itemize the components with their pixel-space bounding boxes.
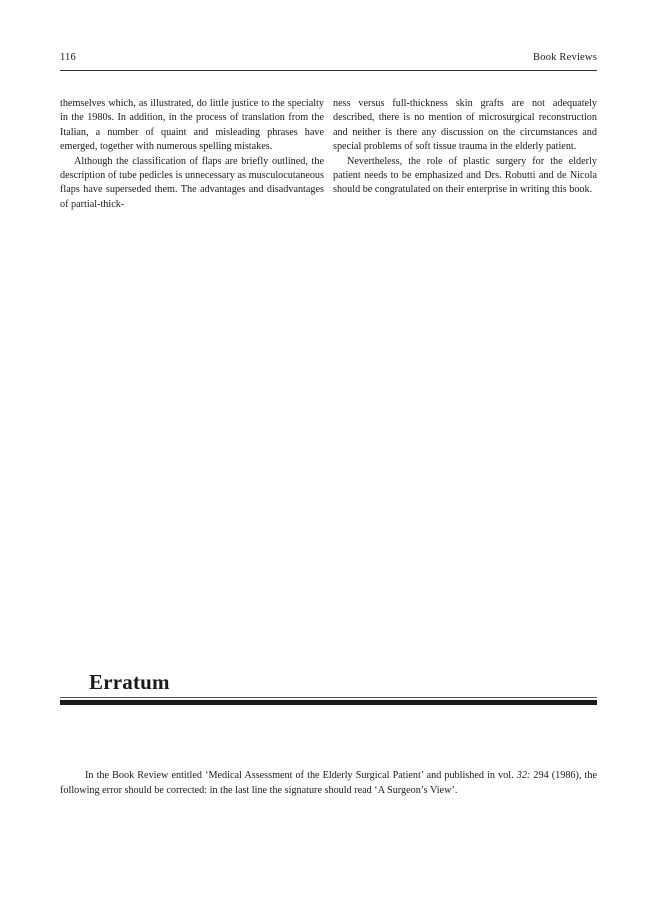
erratum-heading: Erratum: [89, 670, 170, 694]
erratum-text-start: In the Book Review entitled ‘Medical Assessment of the Elderly Surgical Patient’ and published in vol.: [85, 770, 517, 781]
erratum-thick-rule: [60, 700, 597, 705]
erratum-paragraph: [60, 768, 597, 798]
erratum-body: [60, 768, 597, 798]
erratum-thin-rule: [60, 697, 597, 698]
review-paragraph: themselves which, as illustrated, do little justice to the specialty in the 1980s. In addition, in the process of translation from the Italian, a number of quaint and misleading phrases have emerged, together with numerous spelling mistakes.: [60, 98, 324, 153]
review-right-column: [333, 97, 597, 198]
header-rule: [60, 70, 597, 71]
erratum-text-end: 294 (1986), the following error should be corrected: in the last line the signature should read ‘A Surgeon’s View’.: [60, 770, 597, 797]
review-paragraph: Nevertheless, the role of plastic surgery for the elderly patient needs to be emphasized and Drs. Robutti and de Nicola should be congratulated on their enterprise in writing this book.: [333, 155, 597, 196]
review-left-column: [60, 97, 324, 212]
review-paragraph: ness versus full-thickness skin grafts are not adequately described, there is no mention of microsurgical reconstruction and neither is there any discussion on the circumstances and special problems of soft tissue trauma in the elderly patient.: [333, 98, 597, 153]
page-number: 116: [60, 52, 76, 63]
erratum-volume: 32:: [516, 770, 531, 781]
section-title: Book Reviews: [533, 52, 597, 63]
review-paragraph: Although the classification of flaps are briefly outlined, the description of tube pedicles is unnecessary as musculocutaneous flaps have superseded them. The advantages and disadvantages of partial-thick-: [60, 155, 324, 210]
